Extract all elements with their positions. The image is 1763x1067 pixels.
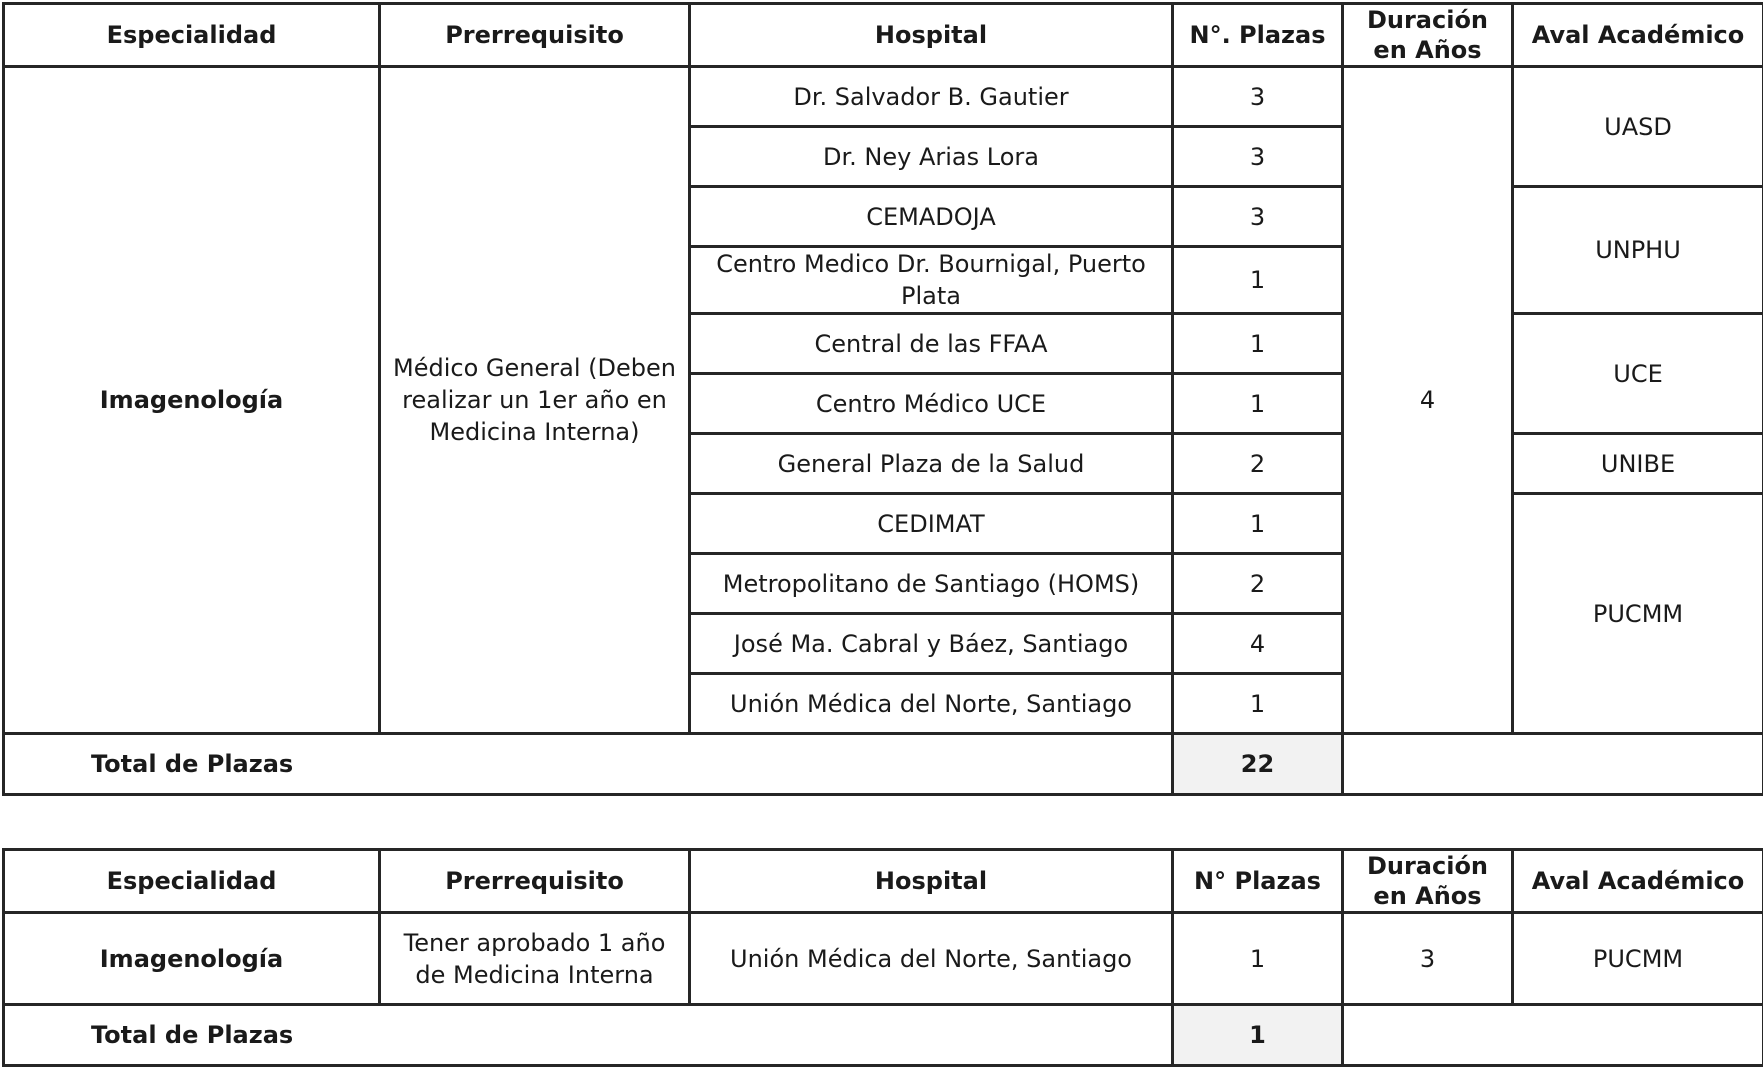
header-hospital: Hospital [690,4,1173,67]
hospital-cell: Centro Medico Dr. Bournigal, Puerto Plata [690,247,1173,314]
plazas-cell: 4 [1173,614,1343,674]
plazas-cell: 1 [1173,314,1343,374]
duracion-cell: 3 [1343,913,1513,1005]
header-hospital: Hospital [690,850,1173,913]
plazas-cell: 2 [1173,434,1343,494]
header-prerrequisito: Prerrequisito [380,850,690,913]
header-aval: Aval Académico [1513,850,1763,913]
plazas-cell: 3 [1173,187,1343,247]
total-value: 22 [1173,734,1343,795]
header-plazas: N° Plazas [1173,850,1343,913]
total-label: Total de Plazas [4,1005,1173,1066]
header-especialidad: Especialidad [4,4,380,67]
header-especialidad: Especialidad [4,850,380,913]
plazas-cell: 3 [1173,67,1343,127]
hospital-cell: Centro Médico UCE [690,374,1173,434]
duracion-cell: 4 [1343,67,1513,734]
plazas-cell: 1 [1173,247,1343,314]
total-empty-cell [1343,734,1763,795]
hospital-cell: Unión Médica del Norte, Santiago [690,674,1173,734]
header-duracion: Duración en Años [1343,4,1513,67]
plazas-cell: 2 [1173,554,1343,614]
plazas-cell: 3 [1173,127,1343,187]
total-label: Total de Plazas [4,734,1173,795]
prerrequisito-cell: Médico General (Deben realizar un 1er año en Medicina Interna) [380,67,690,734]
header-plazas: N°. Plazas [1173,4,1343,67]
total-row [4,734,1763,795]
hospital-cell: José Ma. Cabral y Báez, Santiago [690,614,1173,674]
total-empty-cell [1343,1005,1763,1066]
table-row [4,67,1763,127]
hospital-cell: Central de las FFAA [690,314,1173,374]
aval-cell-unphu: UNPHU [1513,187,1763,314]
aval-cell: PUCMM [1513,913,1763,1005]
aval-cell-uasd: UASD [1513,67,1763,187]
especialidad-cell: Imagenología [4,67,380,734]
hospital-cell: General Plaza de la Salud [690,434,1173,494]
aval-cell-uce: UCE [1513,314,1763,434]
hospital-cell: Dr. Ney Arias Lora [690,127,1173,187]
aval-cell-pucmm: PUCMM [1513,494,1763,734]
plazas-cell: 1 [1173,913,1343,1005]
plazas-table-secondary [2,848,1763,1067]
hospital-cell: Metropolitano de Santiago (HOMS) [690,554,1173,614]
header-duracion: Duración en Años [1343,850,1513,913]
table-header-row [4,850,1763,913]
hospital-cell: Dr. Salvador B. Gautier [690,67,1173,127]
aval-cell-unibe: UNIBE [1513,434,1763,494]
plazas-table-main [2,2,1763,796]
hospital-cell: CEDIMAT [690,494,1173,554]
header-aval: Aval Académico [1513,4,1763,67]
header-prerrequisito: Prerrequisito [380,4,690,67]
hospital-cell: CEMADOJA [690,187,1173,247]
plazas-cell: 1 [1173,494,1343,554]
plazas-cell: 1 [1173,674,1343,734]
prerrequisito-cell: Tener aprobado 1 año de Medicina Interna [380,913,690,1005]
table-header-row [4,4,1763,67]
table-row [4,913,1763,1005]
total-value: 1 [1173,1005,1343,1066]
hospital-cell: Unión Médica del Norte, Santiago [690,913,1173,1005]
plazas-cell: 1 [1173,374,1343,434]
total-row [4,1005,1763,1066]
especialidad-cell: Imagenología [4,913,380,1005]
